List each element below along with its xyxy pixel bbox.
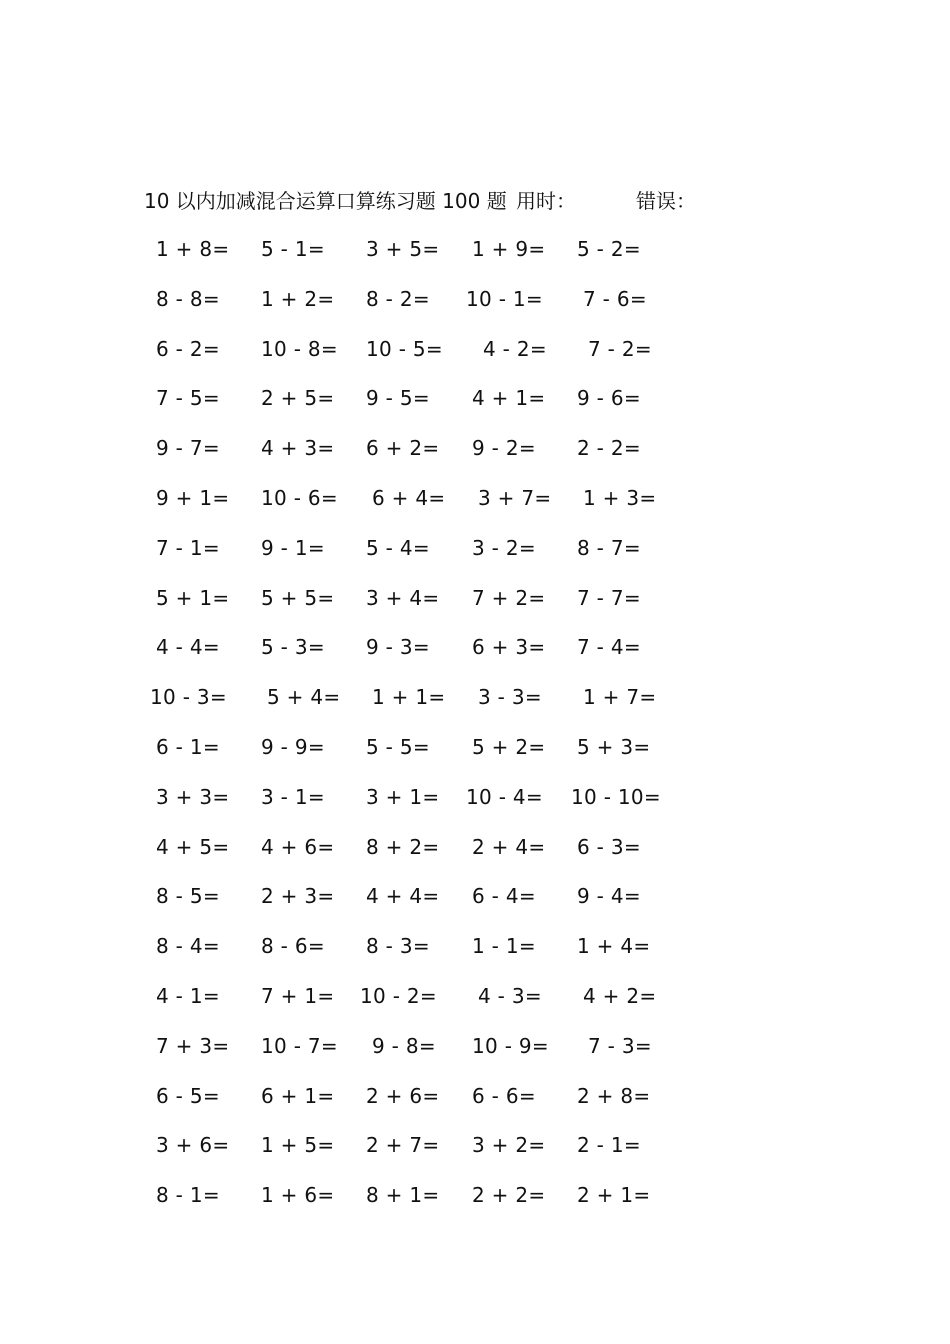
arithmetic-problem: 2 + 4= <box>472 834 546 859</box>
arithmetic-problem: 2 + 1= <box>577 1183 651 1208</box>
arithmetic-problem: 1 + 4= <box>577 934 651 959</box>
arithmetic-problem: 10 - 3= <box>150 685 227 710</box>
arithmetic-problem: 5 - 5= <box>366 735 430 759</box>
arithmetic-problem: 2 + 7= <box>366 1133 440 1158</box>
arithmetic-problem: 5 + 1= <box>156 585 230 610</box>
arithmetic-problem: 4 - 1= <box>156 984 220 1008</box>
arithmetic-problem: 9 - 7= <box>156 436 220 461</box>
arithmetic-problem: 1 + 6= <box>261 1183 335 1208</box>
arithmetic-problem: 5 - 3= <box>261 635 325 660</box>
arithmetic-problem: 5 - 4= <box>366 535 430 560</box>
arithmetic-problem: 4 + 2= <box>583 984 657 1008</box>
arithmetic-problem: 4 + 3= <box>261 436 335 461</box>
arithmetic-problem: 10 - 10= <box>571 784 661 809</box>
arithmetic-problem: 3 + 7= <box>478 486 552 510</box>
arithmetic-problem: 4 - 3= <box>478 984 542 1008</box>
arithmetic-problem: 6 + 4= <box>372 486 446 510</box>
arithmetic-problem: 6 - 4= <box>472 884 536 909</box>
arithmetic-problem: 4 + 4= <box>366 884 440 909</box>
arithmetic-problem: 2 + 6= <box>366 1083 440 1108</box>
arithmetic-problem: 4 + 6= <box>261 834 335 859</box>
arithmetic-problem: 7 + 1= <box>261 984 335 1008</box>
arithmetic-problem: 1 + 3= <box>583 486 657 510</box>
arithmetic-problem: 3 + 4= <box>366 585 440 610</box>
arithmetic-problem: 9 - 2= <box>472 436 536 461</box>
arithmetic-problem: 6 - 3= <box>577 834 641 859</box>
arithmetic-problem: 8 - 4= <box>156 934 220 959</box>
arithmetic-problem: 4 - 2= <box>483 336 547 361</box>
arithmetic-problem: 9 + 1= <box>156 486 230 510</box>
arithmetic-problem: 8 - 3= <box>366 934 430 959</box>
arithmetic-problem: 6 - 1= <box>156 735 220 759</box>
arithmetic-problem: 3 + 5= <box>366 237 440 261</box>
arithmetic-problem: 9 - 3= <box>366 635 430 660</box>
arithmetic-problem: 6 - 5= <box>156 1083 220 1108</box>
arithmetic-problem: 7 - 1= <box>156 535 220 560</box>
arithmetic-problem: 6 + 1= <box>261 1083 335 1108</box>
arithmetic-problem: 10 - 2= <box>360 984 437 1008</box>
arithmetic-problem: 9 - 6= <box>577 386 641 411</box>
arithmetic-problem: 5 + 3= <box>577 735 651 759</box>
arithmetic-problem: 4 + 1= <box>472 386 546 411</box>
arithmetic-problem: 6 + 3= <box>472 635 546 660</box>
arithmetic-problem: 3 + 2= <box>472 1133 546 1158</box>
arithmetic-problem: 7 - 3= <box>588 1033 652 1058</box>
errors-label: 错误： <box>636 189 696 213</box>
arithmetic-problem: 7 - 4= <box>577 635 641 660</box>
arithmetic-problem: 9 - 4= <box>577 884 641 909</box>
arithmetic-problem: 2 - 2= <box>577 436 641 461</box>
arithmetic-problem: 3 - 2= <box>472 535 536 560</box>
arithmetic-problem: 7 + 2= <box>472 585 546 610</box>
arithmetic-problem: 9 - 9= <box>261 735 325 759</box>
arithmetic-problem: 10 - 1= <box>466 286 543 311</box>
arithmetic-problem: 5 + 4= <box>267 685 341 710</box>
arithmetic-problem: 10 - 6= <box>261 486 338 510</box>
arithmetic-problem: 8 - 5= <box>156 884 220 909</box>
arithmetic-problem: 9 - 8= <box>372 1033 436 1058</box>
arithmetic-problem: 8 + 1= <box>366 1183 440 1208</box>
arithmetic-problem: 9 - 5= <box>366 386 430 411</box>
arithmetic-problem: 6 - 6= <box>472 1083 536 1108</box>
arithmetic-problem: 1 + 9= <box>472 237 546 261</box>
arithmetic-problem: 4 - 4= <box>156 635 220 660</box>
arithmetic-problem: 10 - 4= <box>466 784 543 809</box>
arithmetic-problem: 8 - 8= <box>156 286 220 311</box>
arithmetic-problem: 8 - 6= <box>261 934 325 959</box>
arithmetic-problem: 10 - 8= <box>261 336 338 361</box>
arithmetic-problem: 2 + 3= <box>261 884 335 909</box>
arithmetic-problem: 3 + 6= <box>156 1133 230 1158</box>
arithmetic-problem: 10 - 9= <box>472 1033 549 1058</box>
arithmetic-problem: 3 + 1= <box>366 784 440 809</box>
arithmetic-problem: 7 - 6= <box>583 286 647 311</box>
arithmetic-problem: 7 - 5= <box>156 386 220 411</box>
arithmetic-problem: 2 + 2= <box>472 1183 546 1208</box>
arithmetic-problem: 6 + 2= <box>366 436 440 461</box>
arithmetic-problem: 5 + 2= <box>472 735 546 759</box>
arithmetic-problem: 8 - 2= <box>366 286 430 311</box>
arithmetic-problem: 2 - 1= <box>577 1133 641 1158</box>
arithmetic-problem: 5 + 5= <box>261 585 335 610</box>
arithmetic-problem: 7 + 3= <box>156 1033 230 1058</box>
arithmetic-problem: 10 - 7= <box>261 1033 338 1058</box>
arithmetic-problem: 1 + 7= <box>583 685 657 710</box>
time-used-label: 用时： <box>516 189 576 213</box>
arithmetic-problem: 2 + 8= <box>577 1083 651 1108</box>
arithmetic-problem: 2 + 5= <box>261 386 335 411</box>
arithmetic-problem: 5 - 2= <box>577 237 641 261</box>
arithmetic-problem: 3 - 3= <box>478 685 542 710</box>
arithmetic-problem: 8 - 7= <box>577 535 641 560</box>
arithmetic-problem: 10 - 5= <box>366 336 443 361</box>
arithmetic-problem: 8 - 1= <box>156 1183 220 1208</box>
arithmetic-problem: 9 - 1= <box>261 535 325 560</box>
arithmetic-problem: 3 + 3= <box>156 784 230 809</box>
worksheet-title: 10 以内加减混合运算口算练习题 100 题 <box>144 189 507 213</box>
arithmetic-problem: 1 + 8= <box>156 237 230 261</box>
arithmetic-problem: 5 - 1= <box>261 237 325 261</box>
arithmetic-problem: 1 + 5= <box>261 1133 335 1158</box>
arithmetic-problem: 6 - 2= <box>156 336 220 361</box>
arithmetic-problem: 8 + 2= <box>366 834 440 859</box>
arithmetic-problem: 1 + 2= <box>261 286 335 311</box>
arithmetic-problem: 7 - 7= <box>577 585 641 610</box>
arithmetic-problem: 1 + 1= <box>372 685 446 710</box>
arithmetic-problem: 1 - 1= <box>472 934 536 959</box>
arithmetic-problem: 7 - 2= <box>588 336 652 361</box>
arithmetic-problem: 3 - 1= <box>261 784 325 809</box>
arithmetic-problem: 4 + 5= <box>156 834 230 859</box>
